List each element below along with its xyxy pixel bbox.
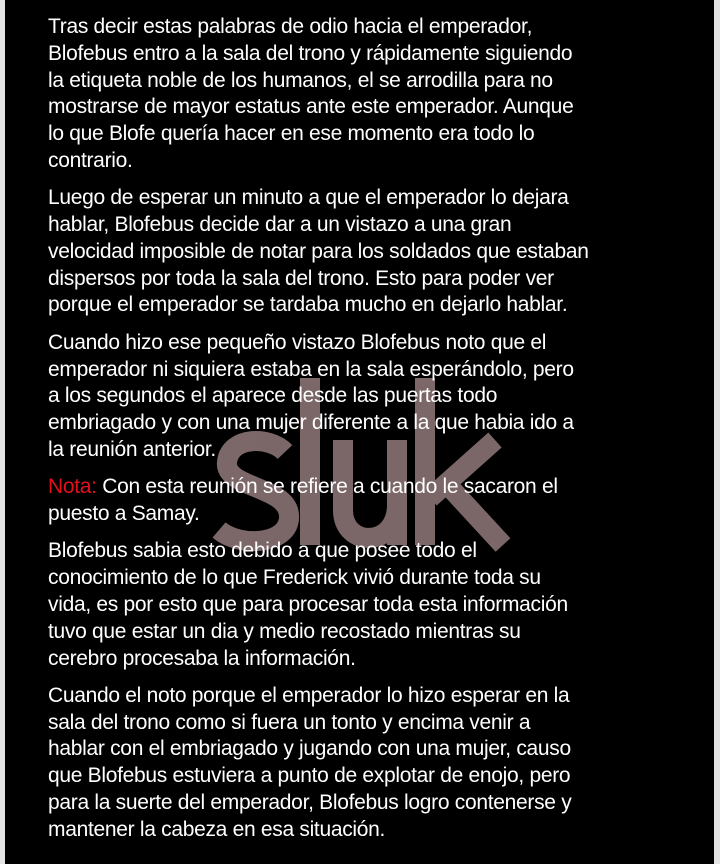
text-line: la etiqueta noble de los humanos, el se arrodilla para no: [48, 68, 553, 92]
paragraph-5: [48, 683, 714, 844]
text-line: a los segundos el aparece desde las puertas todo: [48, 384, 498, 408]
text-line: porque el emperador se tardaba mucho en dejarlo hablar.: [48, 293, 568, 317]
story-text: [48, 14, 714, 854]
text-line: hablar con el embriagado y jugando con una mujer, causo: [48, 737, 571, 761]
text-line: conocimiento de lo que Frederick vivió durante toda su: [48, 566, 541, 590]
text-line: Luego de esperar un minuto a que el emperador lo dejara: [48, 186, 569, 210]
text-line: dispersos por toda la sala del trono. Esto para poder ver: [48, 266, 554, 290]
paragraph-1: [48, 14, 714, 175]
text-line: embriagado y con una mujer diferente a la que habia ido a: [48, 411, 574, 435]
text-line: la reunión anterior.: [48, 437, 216, 461]
story-page: [5, 0, 714, 864]
text-line: mantener la cabeza en esa situación.: [48, 817, 386, 841]
text-line: velocidad imposible de notar para los soldados que estaban: [48, 239, 589, 263]
paragraph-2: [48, 185, 714, 319]
text-line: emperador ni siquiera estaba en la sala esperándolo, pero: [48, 357, 574, 381]
text-line: sala del trono como si fuera un tonto y encima venir a: [48, 710, 531, 734]
text-line: cerebro procesaba la información.: [48, 646, 356, 670]
text-line: Tras decir estas palabras de odio hacia el emperador,: [48, 15, 533, 38]
paragraph-4: [48, 538, 714, 672]
text-line: vida, es por esto que para procesar toda esta información: [48, 592, 568, 616]
text-line: mostrarse de mayor estatus ante este emperador. Aunque: [48, 95, 574, 119]
paragraph-3: [48, 330, 714, 464]
text-line: Blofebus entro a la sala del trono y rápidamente siguiendo: [48, 41, 573, 65]
text-line: [48, 474, 714, 501]
text-line: para la suerte del emperador, Blofebus logro contenerse y: [48, 791, 572, 815]
note-label: Nota:: [48, 475, 97, 499]
note-text: Con esta reunión se refiere a cuando le sacaron el: [96, 475, 558, 499]
text-line: Cuando hizo ese pequeño vistazo Blofebus noto que el: [48, 330, 547, 354]
text-line: hablar, Blofebus decide dar a un vistazo a una gran: [48, 213, 512, 237]
text-line: contrario.: [48, 148, 133, 172]
text-line: que Blofebus estuviera a punto de explotar de enojo, pero: [48, 764, 571, 788]
text-line: tuvo que estar un dia y medio recostado mientras su: [48, 619, 521, 643]
text-line: lo que Blofe quería hacer en ese momento era todo lo: [48, 122, 535, 146]
text-line: Blofebus sabia esto debido a que posee todo el: [48, 539, 477, 563]
text-line: puesto a Samay.: [48, 502, 200, 526]
text-line: Cuando el noto porque el emperador lo hizo esperar en la: [48, 683, 570, 707]
note-paragraph: [48, 474, 714, 528]
